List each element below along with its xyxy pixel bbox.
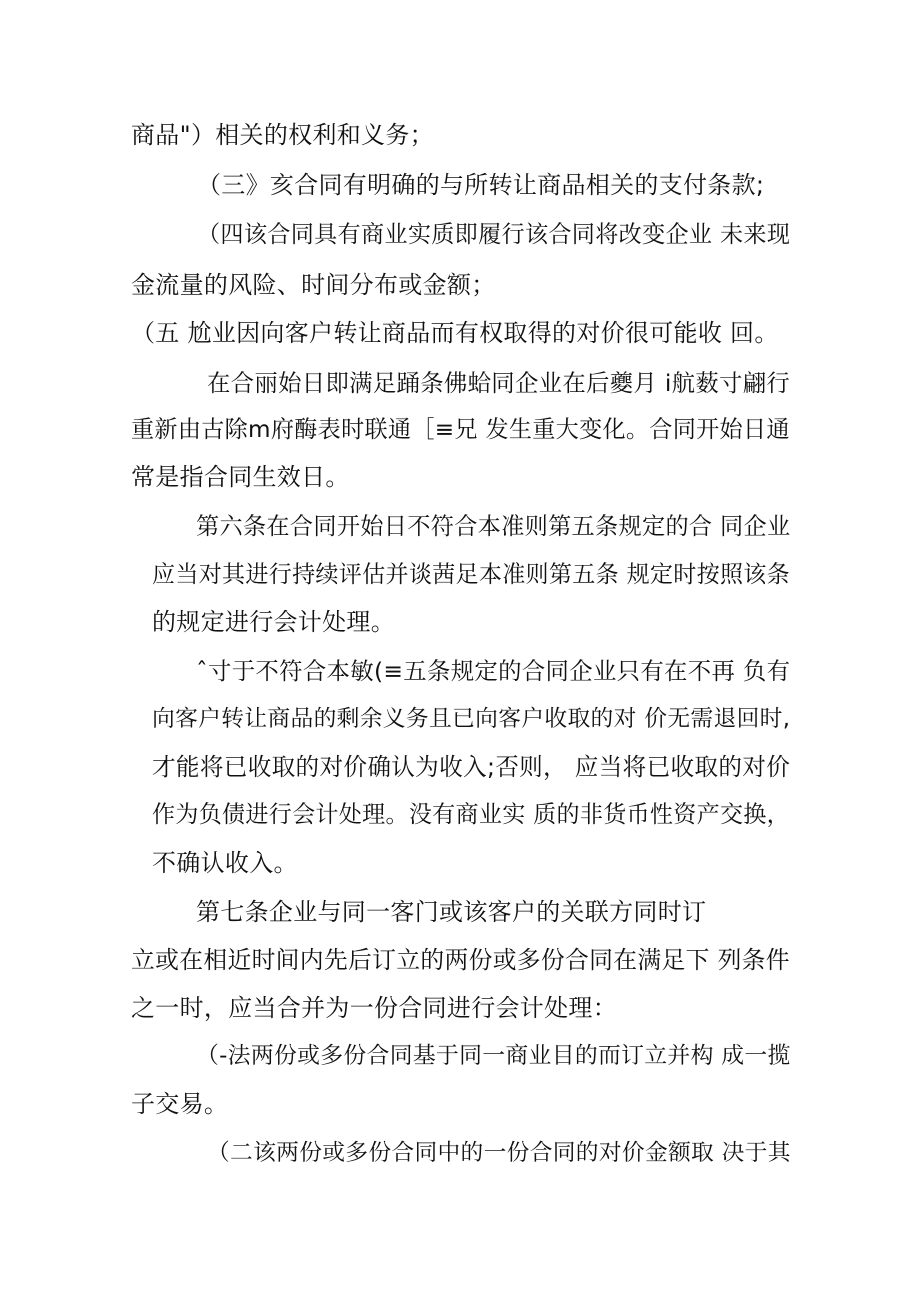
text-line-1: 商品"）相关的权利和义务； — [131, 121, 434, 149]
text-line-20: （-法两份或多份合同基于同一商业目的而订立并构 成一揽 — [196, 1043, 791, 1069]
text-line-22: （二该两份或多份合同中的一份合同的对价金额取 决于其 — [207, 1140, 791, 1166]
text-line-17: 第七条企业与同一客门或该客户的关联方同时订 — [196, 898, 707, 926]
text-line-16: 不确认收入。 — [152, 849, 298, 877]
text-line-11: 的规定进行会计处理。 — [152, 608, 395, 636]
text-line-7: 重新由古除m府酶表时联通［≡兄 发生重大变化。合同开始日通 — [131, 417, 790, 443]
text-line-18: 立或在相近时间内先后订立的两份或多份合同在满足下 列条件 — [131, 946, 790, 974]
text-line-8: 常是指合同生效日。 — [131, 463, 350, 491]
text-line-4: 金流量的风险、时间分布或金额； — [131, 271, 496, 299]
text-line-14: 才能将已收取的对价确认为收入;否则， 应当将已收取的对价 — [152, 753, 791, 781]
text-line-10: 应当对其进行持续评估并谈茜足本准则第五条 规定时按照该条 — [152, 562, 790, 588]
text-line-15: 作为负债进行会计处理。没有商业实 质的非货币性资产交换， — [152, 802, 790, 828]
text-line-3: （四该合同具有商业实质即履行该合同将改变企业 未来现 — [197, 222, 791, 248]
text-line-13: 向客户转让商品的剩余义务且已向客户收取的对 价无需退回时, — [152, 706, 791, 732]
text-line-6: 在合丽始日即满足踊条佛蛤同企业在后夔月 i航薮寸翩行 — [207, 369, 791, 397]
text-line-21: 子交易。 — [131, 1090, 229, 1118]
text-line-5: （五 尬业因向客户转让商品而有权取得的对价很可能收 回。 — [131, 319, 779, 347]
text-line-19: 之一时，应当合并为一份合同进行会计处理： — [131, 994, 617, 1022]
text-line-9: 第六条在合同开始日不符合本准则第五条规定的合 同企业 — [196, 513, 791, 540]
text-line-2: （三》亥合同有明确的与所转让商品相关的支付条款; — [197, 171, 765, 199]
text-line-12: ˆ寸于不符合本敏(≡五条规定的合同企业只有在不再 负有 — [196, 657, 791, 685]
